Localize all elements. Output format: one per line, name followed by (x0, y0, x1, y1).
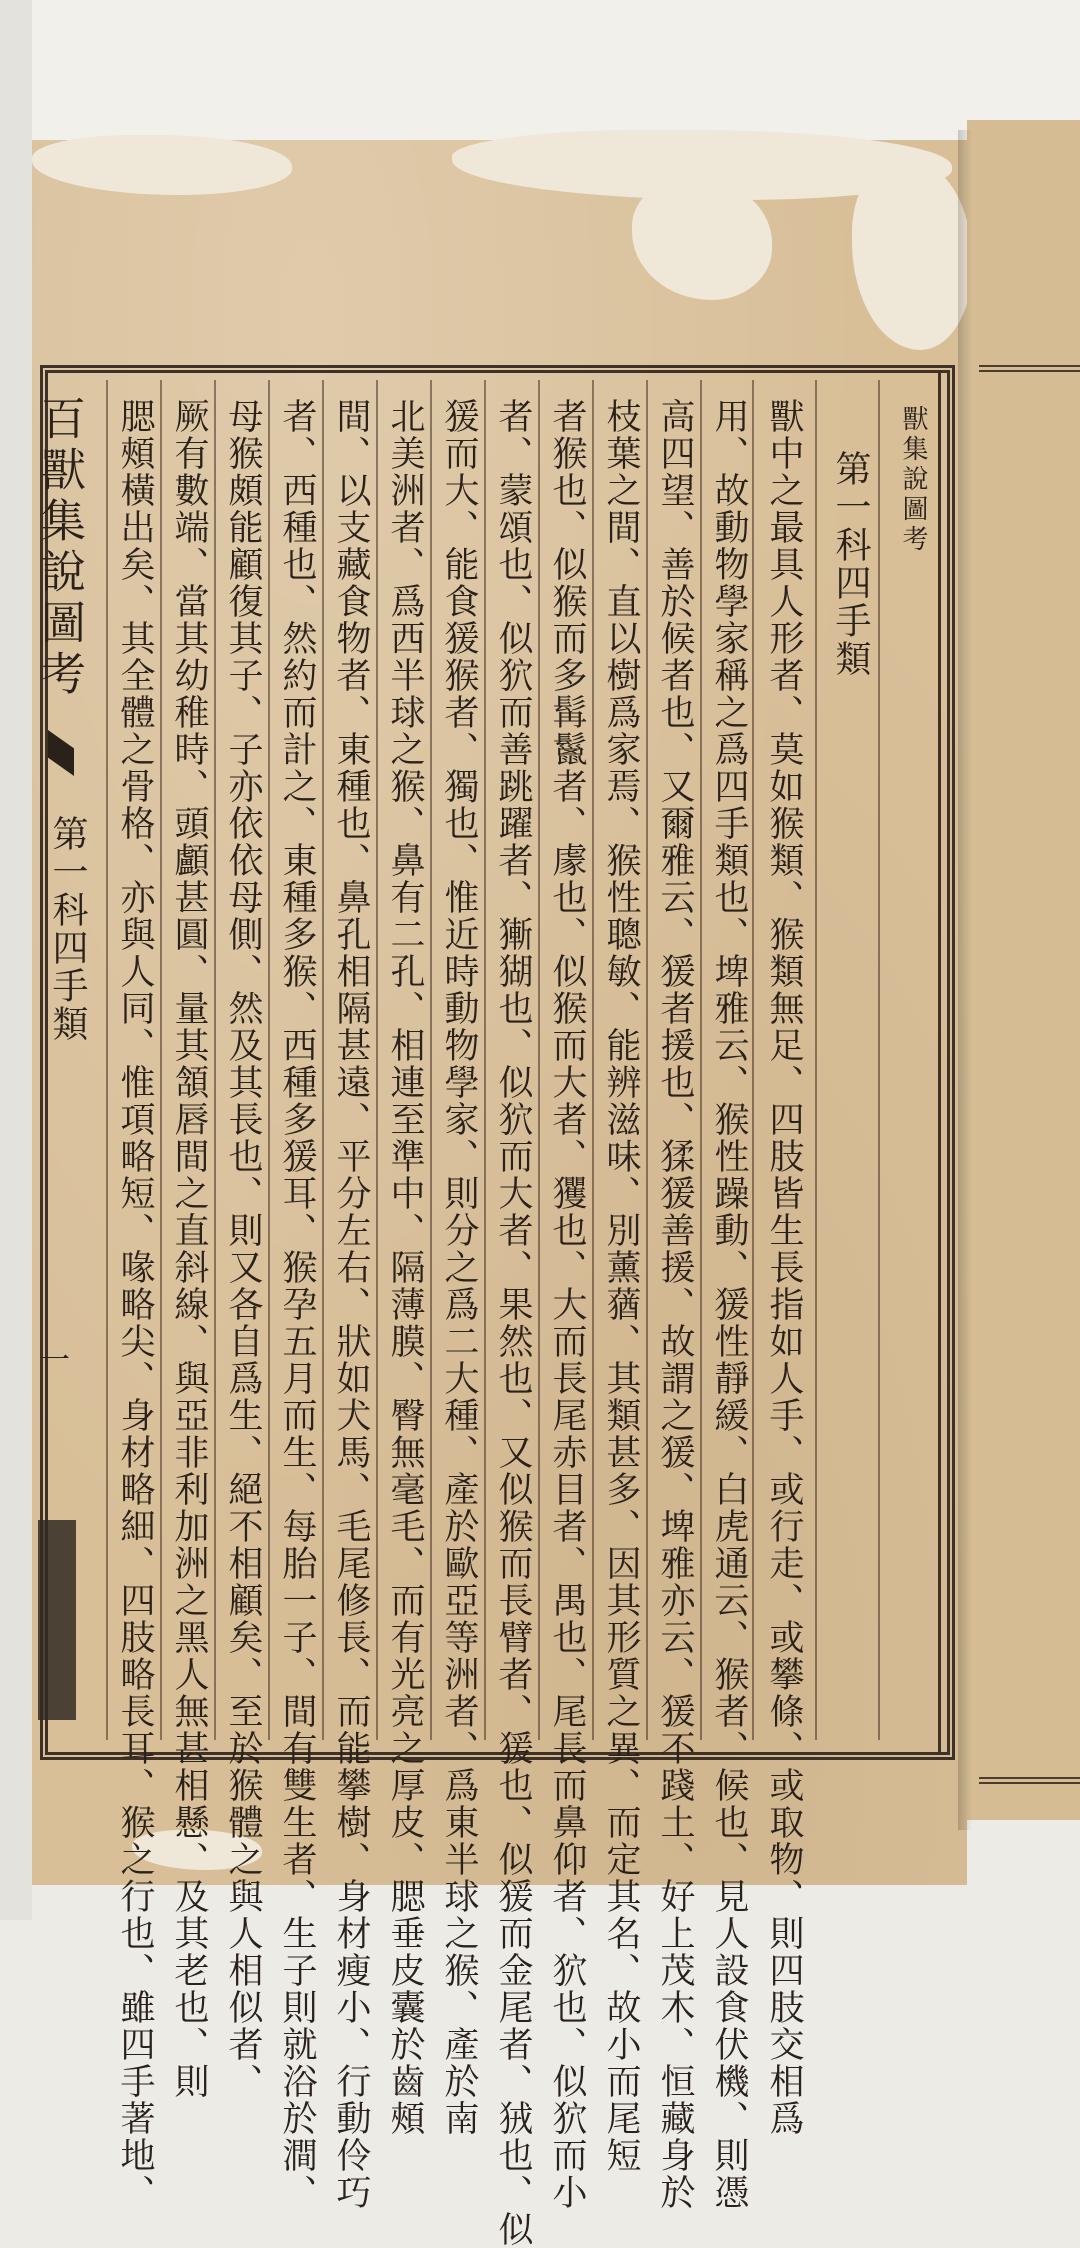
adjacent-page (967, 120, 1080, 1820)
section-heading: 第一科四手類 (830, 450, 871, 678)
text-column: 厥有數端、當其幼稚時、頭顱甚圓、量其頷唇間之直斜線、與亞非利加洲之黑人無甚相懸、及其老也、則 (169, 398, 209, 2100)
column-rule (322, 380, 324, 1740)
paper-damage (632, 180, 772, 300)
column-rule (700, 380, 702, 1740)
text-column: 者、西種也、然約而計之、東種多猴、西種多猨耳、猴孕五月而生、每胎一子、間有雙生者、生子則就浴於澗、 (277, 398, 317, 2211)
text-column: 者猴也、似猴而多髯鬣者、豦也、似猴而大者、玃也、大而長尾赤目者、禺也、尾長而鼻仰者、狖也、似狖而小 (547, 398, 587, 2211)
column-rule (815, 380, 817, 1740)
text-column: 者、蒙頌也、似狖而善跳躍者、獑猢也、似狖而大者、果然也、又似猴而長臂者、猨也、似猨而金尾者、狨也、似 (493, 398, 533, 2248)
margin-book-title: 百獸集說圖考 (33, 395, 86, 701)
page-number: 一 (40, 1343, 70, 1378)
gutter-shadow (958, 130, 972, 1830)
left-binding-strip (0, 0, 32, 1920)
column-rule (268, 380, 270, 1740)
ink-mark (38, 1520, 76, 1720)
column-rule (160, 380, 162, 1740)
text-column: 高四望、善於候者也、又爾雅云、猨者援也、猱猨善援、故謂之猨、埤雅亦云、猨不踐土、好上茂木、恒藏身於 (655, 398, 695, 2211)
text-column: 枝葉之間、直以樹爲家焉、猴性聰敏、能辨滋味、別薰蕕、其類甚多、因其形質之異、而定其名、故小而尾短 (601, 398, 641, 2174)
text-column: 北美洲者、爲西半球之猴、鼻有二孔、相連至準中、隔薄膜、臀無毫毛、而有光亮之厚皮、腮垂皮囊於齒頰 (385, 398, 425, 2137)
column-rule (376, 380, 378, 1740)
column-rule (646, 380, 648, 1740)
column-rule (538, 380, 540, 1740)
column-rule (430, 380, 432, 1740)
column-rule (592, 380, 594, 1740)
text-column: 腮頰橫出矣、其全體之骨格、亦與人同、惟項略短、喙略尖、身材略細、四肢略長耳、猴之行也、雖四手著地、 (115, 398, 155, 2211)
column-rule (878, 380, 880, 1740)
page-header-title: 獸集說圖考 (898, 405, 928, 555)
adjacent-page-frame (979, 365, 1080, 1784)
column-rule (106, 380, 108, 1740)
text-column: 間、以支藏食物者、東種也、鼻孔相隔甚遠、平分左右、狀如犬馬、毛尾修長、而能攀樹、身材瘦小、行動伶巧 (331, 398, 371, 2211)
column-rule (484, 380, 486, 1740)
paper-damage (852, 160, 972, 350)
frame-inner-rule (938, 373, 941, 1752)
text-column: 用、故動物學家稱之爲四手類也、埤雅云、猴性躁動、猨性靜緩、白虎通云、猴者、候也、見人設食伏機、則憑 (709, 398, 749, 2211)
margin-section: 第一科四手類 (47, 815, 88, 1043)
background-top (0, 0, 1080, 140)
text-column: 猨而大、能食猨猴者、獨也、惟近時動物學家、則分之爲二大種、產於歐亞等洲者、爲東半球之猴、產於南 (439, 398, 479, 2137)
text-column: 獸中之最具人形者、莫如猴類、猴類無足、四肢皆生長指如人手、或行走、或攀條、或取物、則四肢交相爲 (764, 398, 804, 2137)
paper-damage (32, 135, 292, 195)
column-rule (214, 380, 216, 1740)
text-column: 母猴頗能顧復其子、子亦依依母側、然及其長也、則又各自爲生、絕不相顧矣、至於猴體之與人相似者、 (223, 398, 263, 2100)
